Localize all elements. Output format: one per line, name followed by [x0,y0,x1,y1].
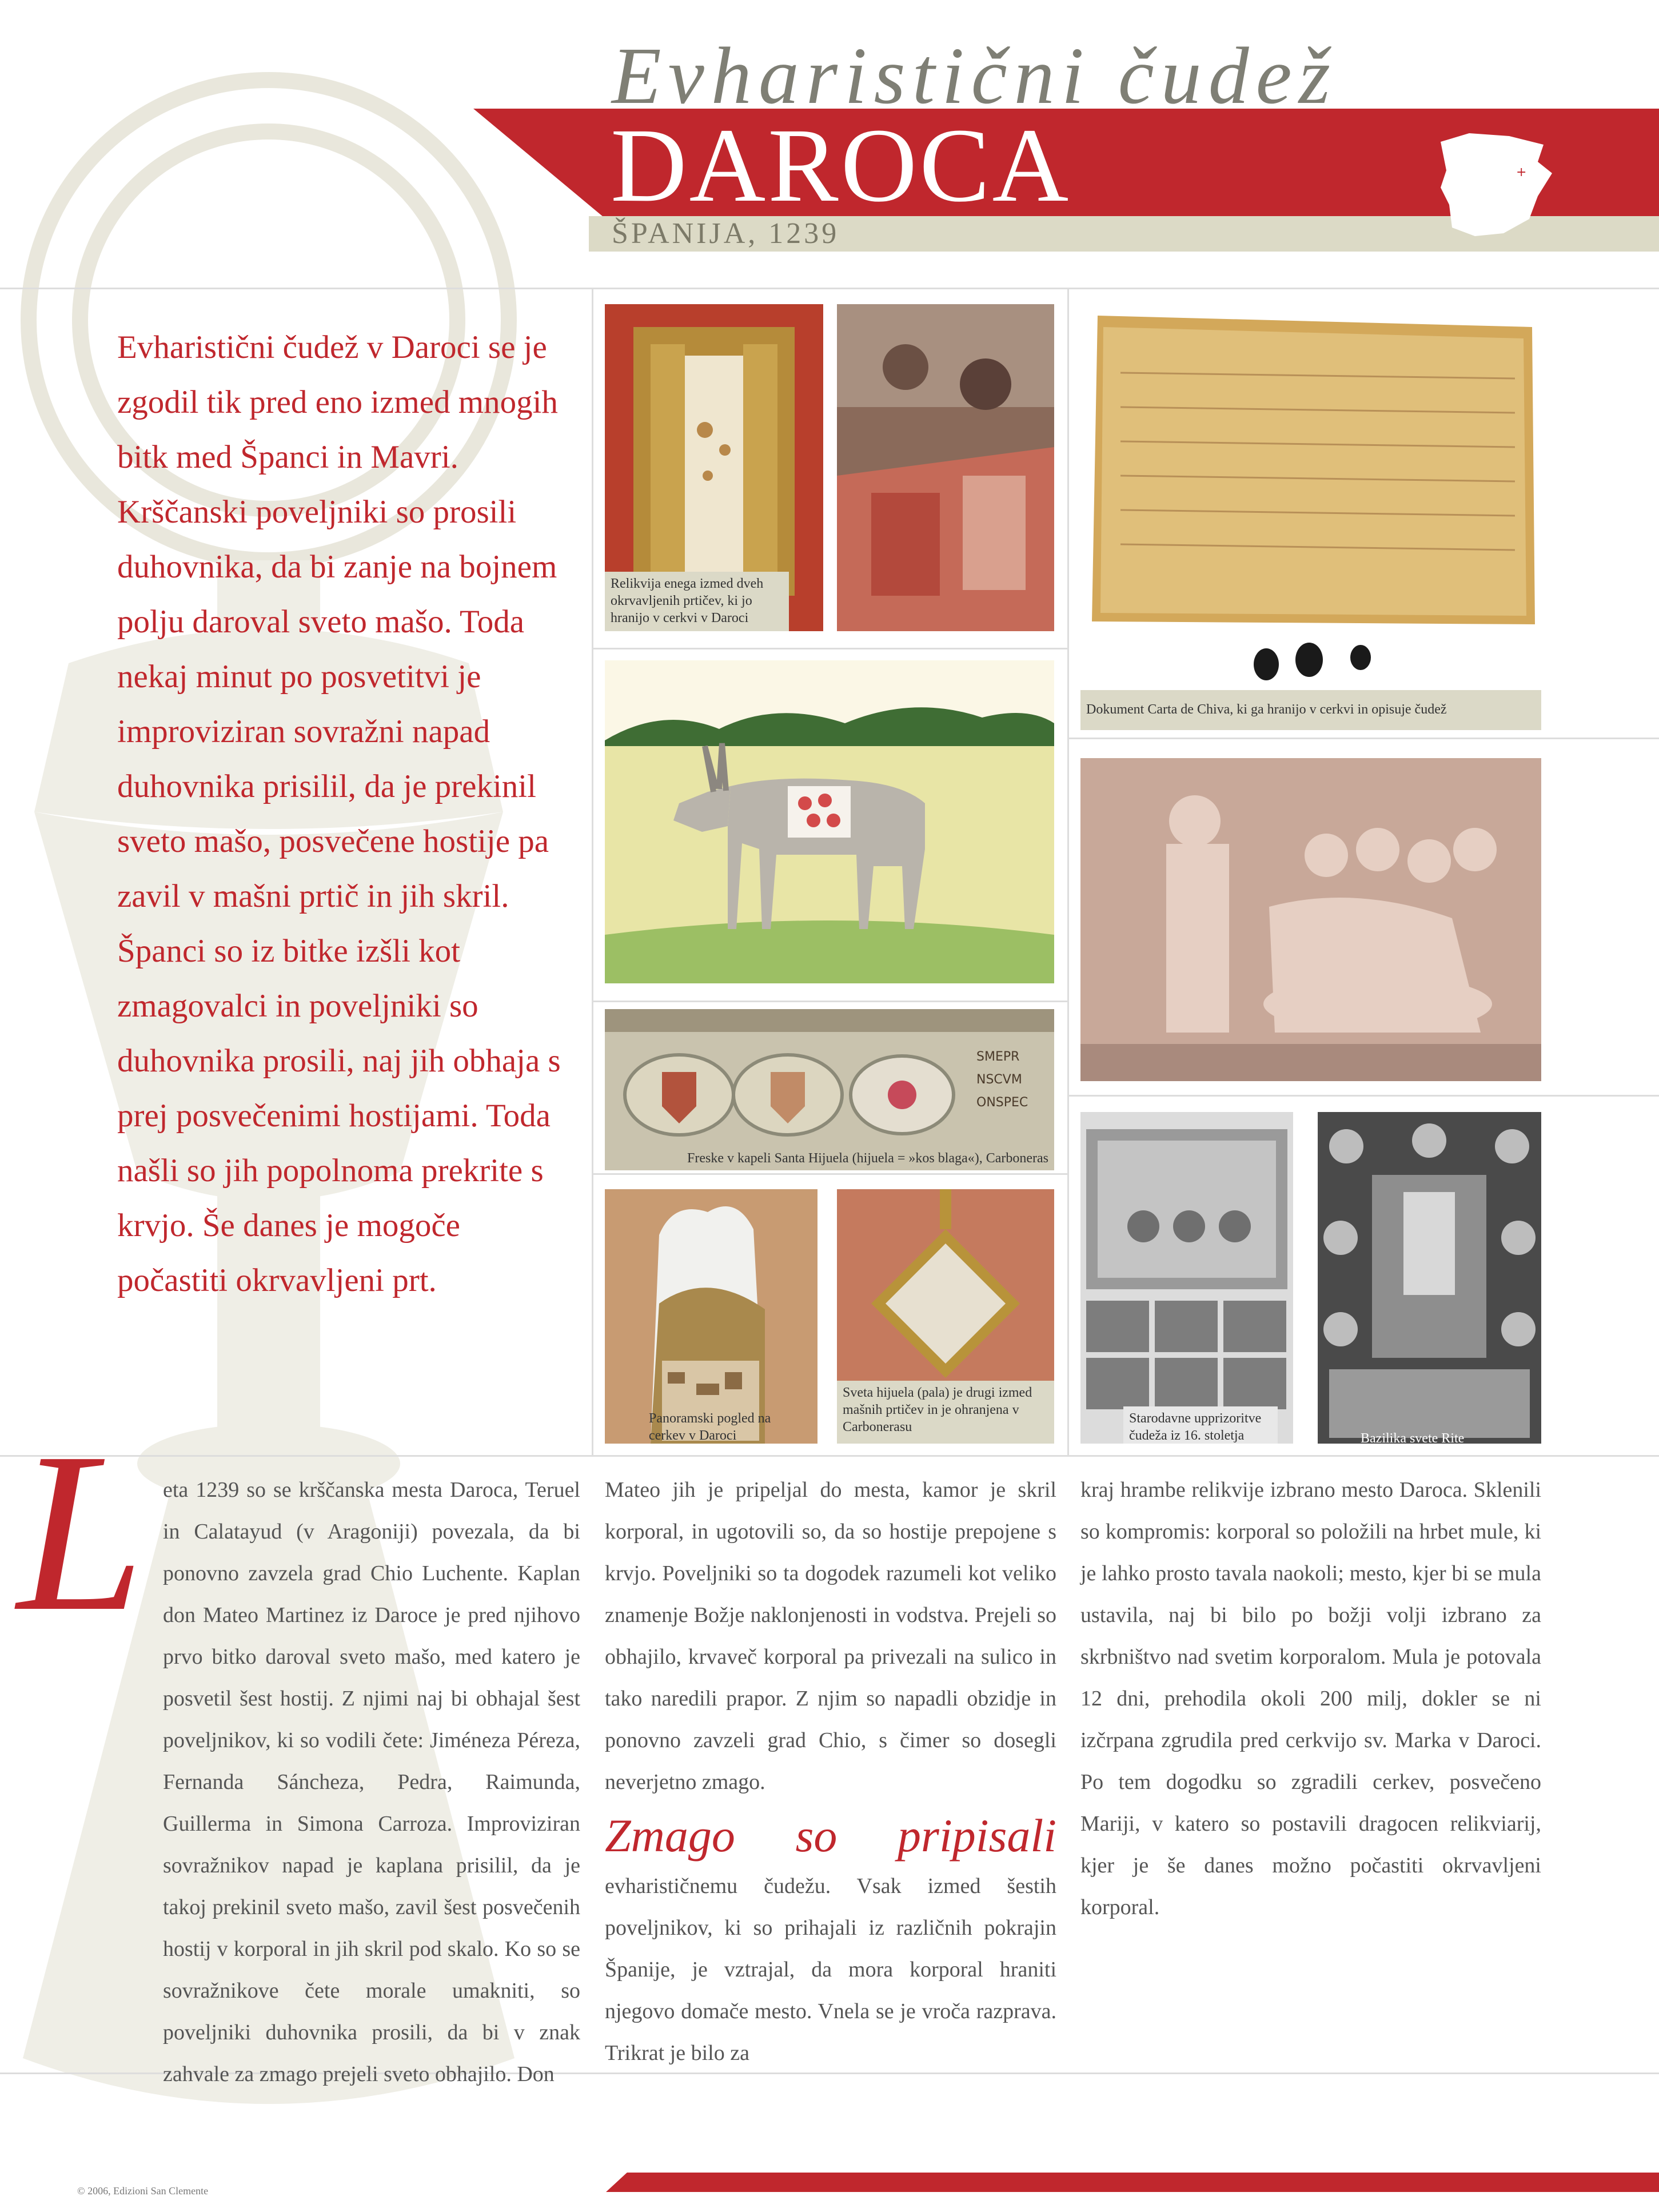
body-column-2-text-b: evharističnemu čudežu. Vsak izmed šestih poveljnikov, ki so prihajali iz različnih pokrajin Španije, je vztrajal, da mora korporal hraniti njegovo domače mesto. Vnela se je vroča razprava. Trikrat je bilo za [605,1874,1056,2065]
svg-text:ONSPEC: ONSPEC [976,1095,1028,1110]
divider [592,1001,1069,1002]
subtitle: Evharistični čudež [612,30,1337,121]
stone-relief [1080,758,1541,1081]
basilica-print [1318,1112,1541,1444]
intro-text: Evharistični čudež v Daroci se je zgodil tik pred eno izmed mnogih bitk med Španci in Mavri. Krščanski poveljniki so prosili duhovnika, da bi zanje na bojnem polju daroval sveto mašo. Toda nekaj minut po posvetitvi je improviziran sovražni napad duhovnika prisilil, da je prekinil sveto mašo, posvečene hostije pa zavil v mašni prtič in jih skril. Španci so iz bitke izšli kot zmagovalci in poveljniki so duhovnika prosili, naj jih obhaja s prej posvečenimi hostijami. Toda našli so jih popolnoma prekrite s krvjo. Še danes je mogoče počastiti okrvavljeni prt. [117,329,561,1298]
footer-band [606,2173,1659,2192]
spain-map-icon [1429,119,1561,250]
body-column-2 [605,1469,1056,2074]
divider [1067,1095,1659,1097]
document-photo [1080,304,1541,684]
caption-fresco: Freske v kapeli Santa Hijuela (hijuela = »kos blaga«), Carboneras [687,1151,1048,1166]
caption-basilica: Bazilika svete Rite [1361,1431,1465,1446]
drop-cap: L [17,1405,145,1659]
svg-text:+: + [1516,165,1527,180]
caption-panorama: Panoramski pogled na cerkev v Daroci [649,1411,771,1443]
caption-engraving: Starodavne upprizoritve čudeža iz 16. stoletja [1123,1406,1278,1444]
caption-relic: Relikvija enega izmed dveh okrvavljenih prtičev, ki jo hranijo v cerkvi v Daroci [605,572,789,631]
body-column-1-text: eta 1239 so se krščanska mesta Daroca, Teruel in Calatayud (v Aragoniji) povezala, da bi ponovno zavzela grad Chio Luchente. Kaplan don Mateo Martinez iz Daroce je pred njihovo prvo bitko daroval sveto mašo, med katero je posvetil šest hostij. Z njimi naj bi obhajal šest poveljnikov, ki so vodili čete: Jiméneza Péreza, Fernanda Sáncheza, Pedra, Raimunda, Guillerma in Simona Carroza. Improviziran sovražnikov napad je kaplana prisilil, da je takoj prekinil sveto mašo, zavil šest posvečenih hostij v korporal in jih skril pod skalo. Ko so se sovražnikove čete morale umakniti, so poveljniki duhovnika prosili, da bi v znak zahvale za zmago prejeli sveto obhajilo. Don [163,1478,580,2086]
engraving-print [1080,1112,1293,1444]
section-subheading: Zmago so pripisali [605,1810,1056,1862]
divider [1067,288,1069,1455]
body-column-2-text-a: Mateo jih je pripeljal do mesta, kamor je skril korporal, in ugotovili so, da so hostije prepojene s krvjo. Poveljniki so ta dogodek razumeli kot veliko znamenje Božje naklonjenosti in vodstva. Prejeli so obhajilo, krvaveč korporal pa privezali na sulico in tako naredili prapor. Z njim so napadli obzidje in ponovno zavzeli grad Chio, s čimer so dosegli neverjetno zmago. [605,1478,1056,1794]
battle-painting [837,304,1054,631]
divider [0,288,1659,289]
svg-text:NSCVM: NSCVM [976,1073,1022,1087]
divider [592,648,1069,649]
mule-illustration [605,660,1054,983]
svg-text:SMEPR: SMEPR [976,1050,1020,1064]
page-title: DAROCA [611,107,1071,224]
divider [592,1173,1069,1175]
caption-hijuela: Sveta hijuela (pala) je drugi izmed mašnih prtičev in je ohranjena v Carbonerasu [837,1381,1054,1444]
copyright: © 2006, Edizioni San Clemente [77,2185,209,2197]
country-year: ŠPANIJA, 1239 [612,217,840,250]
caption-document: Dokument Carta de Chiva, ki ga hranijo v cerkvi in opisuje čudež [1080,690,1541,730]
body-column-3 [1080,1469,1541,1928]
divider [0,1455,1659,1457]
body-column-3-text: kraj hrambe relikvije izbrano mesto Daroca. Sklenili so kompromis: korporal so položili na hrbet mule, ki je lahko prosto tavala naokoli; mesto, kjer bi se mula ustavila, naj bi bilo po božji volji izbrano za skrbništvo nad svetim korporalom. Mula je potovala 12 dni, prehodila okoli 200 milj, dokler se ni izčrpana zgrudila pred cerkvijo sv. Marka v Daroci. Po tem dogodku so zgradili cerkev, posvečeno Mariji, v katero so postavili dragocen relikviarij, kjer je še danes možno počastiti okrvavljeni korporal. [1080,1478,1541,1919]
panorama-photo [605,1189,817,1444]
body-column-1 [111,1469,580,2095]
divider [592,288,593,1455]
divider [1067,738,1659,739]
